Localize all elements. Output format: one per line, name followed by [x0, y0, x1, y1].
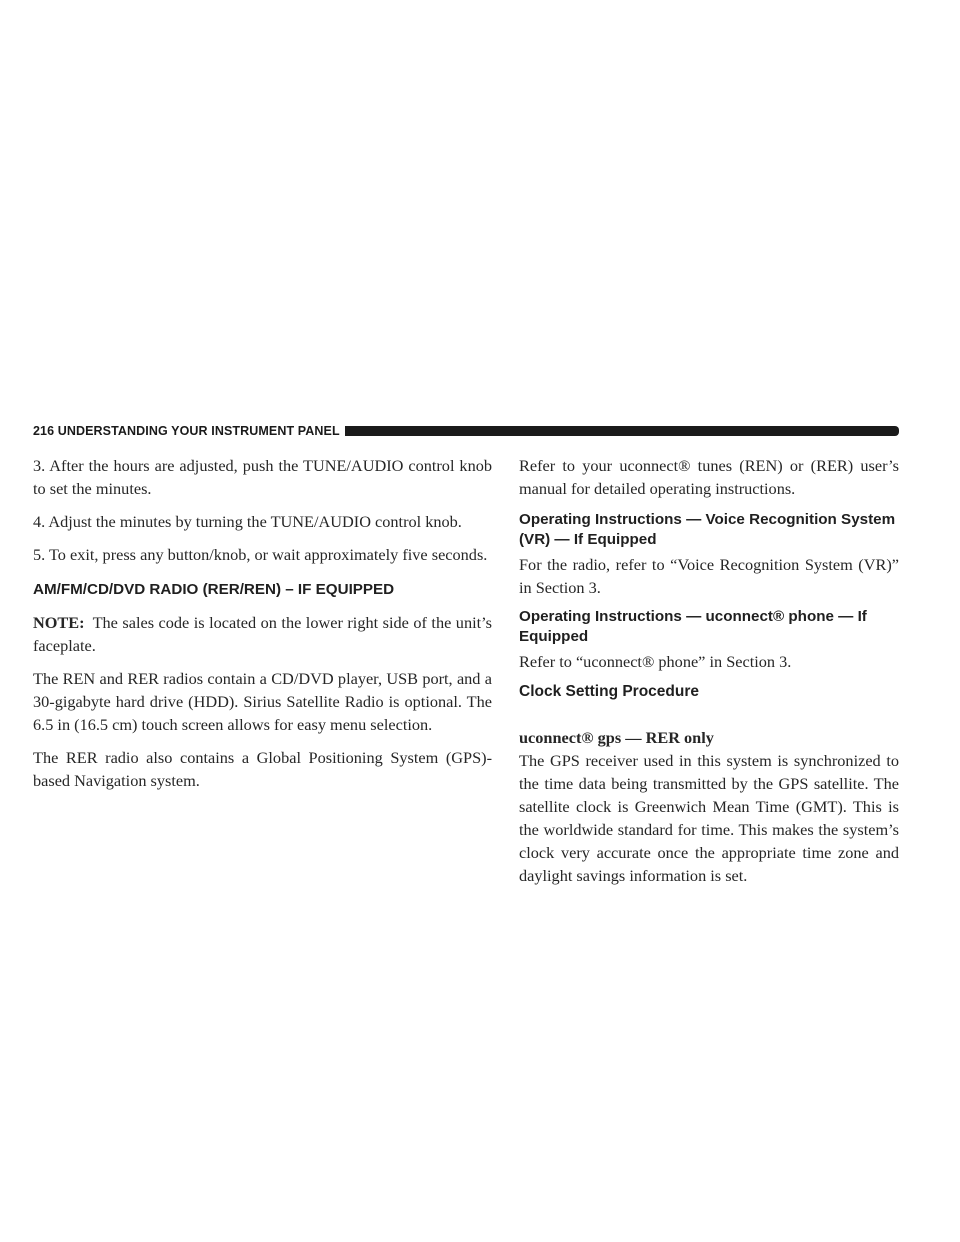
navigation-paragraph: The RER radio also contains a Global Positioning System (GPS)-based Navigation system. — [33, 748, 492, 790]
gps-paragraph: The GPS receiver used in this system is synchronized to the time data being transmitted by the GPS satellite. The satellite clock is Greenwich Mean Time (GMT). This is the worldwide standard for time. This makes the system’s clock very accurate once the appropriate time zone and daylight savings information is set. — [519, 751, 899, 885]
subheading-uconnect-gps: uconnect® gps — RER only — [519, 728, 714, 747]
note-label: NOTE: — [33, 613, 85, 632]
step-3-paragraph: 3. After the hours are adjusted, push the TUNE/AUDIO control knob to set the minutes. — [33, 456, 492, 498]
left-column — [33, 454, 492, 802]
subheading-voice-recognition: Operating Instructions — Voice Recognition System (VR) — If Equipped — [519, 511, 896, 548]
header-rule — [345, 426, 899, 436]
subheading-clock-setting: Clock Setting Procedure — [519, 683, 700, 700]
section-heading-radio: AM/FM/CD/DVD RADIO (RER/REN) – IF EQUIPPED — [33, 581, 395, 598]
uconnect-phone-paragraph: Refer to “uconnect® phone” in Section 3. — [519, 652, 792, 671]
subheading-uconnect-phone: Operating Instructions — uconnect® phone — If Equipped — [519, 608, 867, 645]
step-5-paragraph: 5. To exit, press any button/knob, or wait approximately five seconds. — [33, 545, 488, 564]
refer-manual-paragraph: Refer to your uconnect® tunes (REN) or (RER) user’s manual for detailed operating instructions. — [519, 456, 899, 498]
note-paragraph — [33, 611, 492, 657]
voice-recognition-paragraph: For the radio, refer to “Voice Recognition System (VR)” in Section 3. — [519, 555, 899, 597]
right-column — [519, 454, 899, 897]
page-header — [33, 422, 899, 440]
radio-description-paragraph: The REN and RER radios contain a CD/DVD player, USB port, and a 30-gigabyte hard drive (HDD). Sirius Satellite Radio is optional. The 6.5 in (16.5 cm) touch screen allows for easy menu selection. — [33, 669, 492, 734]
step-4-paragraph: 4. Adjust the minutes by turning the TUNE/AUDIO control knob. — [33, 512, 462, 531]
page-header-text: 216 UNDERSTANDING YOUR INSTRUMENT PANEL — [33, 424, 340, 438]
note-text: The sales code is located on the lower right side of the unit’s faceplate. — [33, 613, 492, 655]
